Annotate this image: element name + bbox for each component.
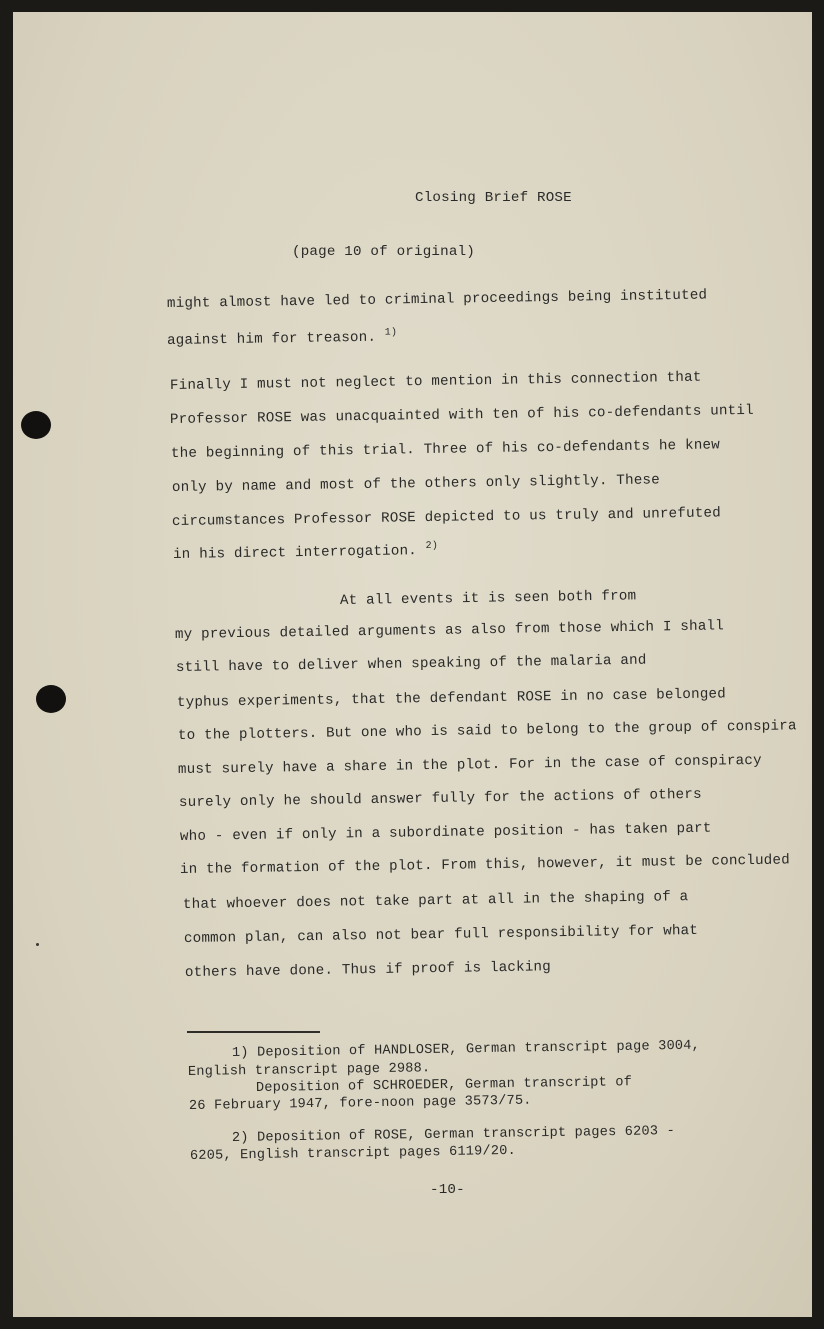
page-of-original: (page 10 of original) xyxy=(292,244,475,260)
body-line: my previous detailed arguments as also from those which I shall xyxy=(174,618,725,643)
body-line: At all events it is seen both from xyxy=(339,588,637,609)
footnote-line: 2) Deposition of ROSE, German transcript pages 6203 - xyxy=(231,1124,676,1146)
footnote-line: 6205, English transcript pages 6119/20. xyxy=(189,1143,517,1164)
body-line: might almost have led to criminal proceedings being instituted xyxy=(166,287,708,312)
body-line: must surely have a share in the plot. For in the case of conspiracy xyxy=(177,752,762,778)
body-line xyxy=(167,327,398,349)
body-line: to the plotters. But one who is said to belong to the group of conspira xyxy=(177,718,797,744)
body-line: who - even if only in a subordinate position - has taken part xyxy=(179,820,712,845)
body-line-text: against him for treason. xyxy=(166,329,377,349)
body-line: Finally I must not neglect to mention in this connection that xyxy=(169,369,702,394)
page-number: -10- xyxy=(430,1182,465,1198)
body-line: others have done. Thus if proof is lacking xyxy=(184,959,552,981)
footnote-ref: 1) xyxy=(384,327,398,339)
punch-hole-bottom xyxy=(36,685,66,713)
footnote-ref: 2) xyxy=(425,540,439,553)
body-line: Professor ROSE was unacquainted with ten of his co-defendants until xyxy=(169,402,754,428)
body-line: that whoever does not take part at all in the shaping of a xyxy=(182,889,689,913)
body-line: surely only he should answer fully for the actions of others xyxy=(178,786,702,811)
footnote-line: 1) Deposition of HANDLOSER, German transcript page 3004, xyxy=(231,1038,701,1061)
document-title: Closing Brief ROSE xyxy=(415,190,572,206)
paper-speck xyxy=(36,943,39,946)
body-line: common plan, can also not bear full responsibility for what xyxy=(183,922,699,947)
body-line: typhus experiments, that the defendant ROSE in no case belonged xyxy=(176,686,727,711)
body-line: still have to deliver when speaking of the malaria and xyxy=(175,652,647,676)
body-line: the beginning of this trial. Three of his co-defendants he knew xyxy=(170,437,721,462)
body-line-text: in his direct interrogation. xyxy=(172,543,418,563)
body-line: circumstances Professor ROSE depicted to us truly and unrefuted xyxy=(171,505,722,530)
footnote-line: 26 February 1947, fore-noon page 3573/75. xyxy=(188,1093,532,1114)
footnote-line: English transcript page 2988. xyxy=(187,1061,431,1080)
body-line: in the formation of the plot. From this, however, it must be concluded xyxy=(179,852,791,878)
body-line: only by name and most of the others only slightly. These xyxy=(171,472,661,496)
footnote-divider xyxy=(187,1031,320,1033)
footnote-line: Deposition of SCHROEDER, German transcript of xyxy=(255,1075,633,1096)
punch-hole-top xyxy=(21,411,51,439)
